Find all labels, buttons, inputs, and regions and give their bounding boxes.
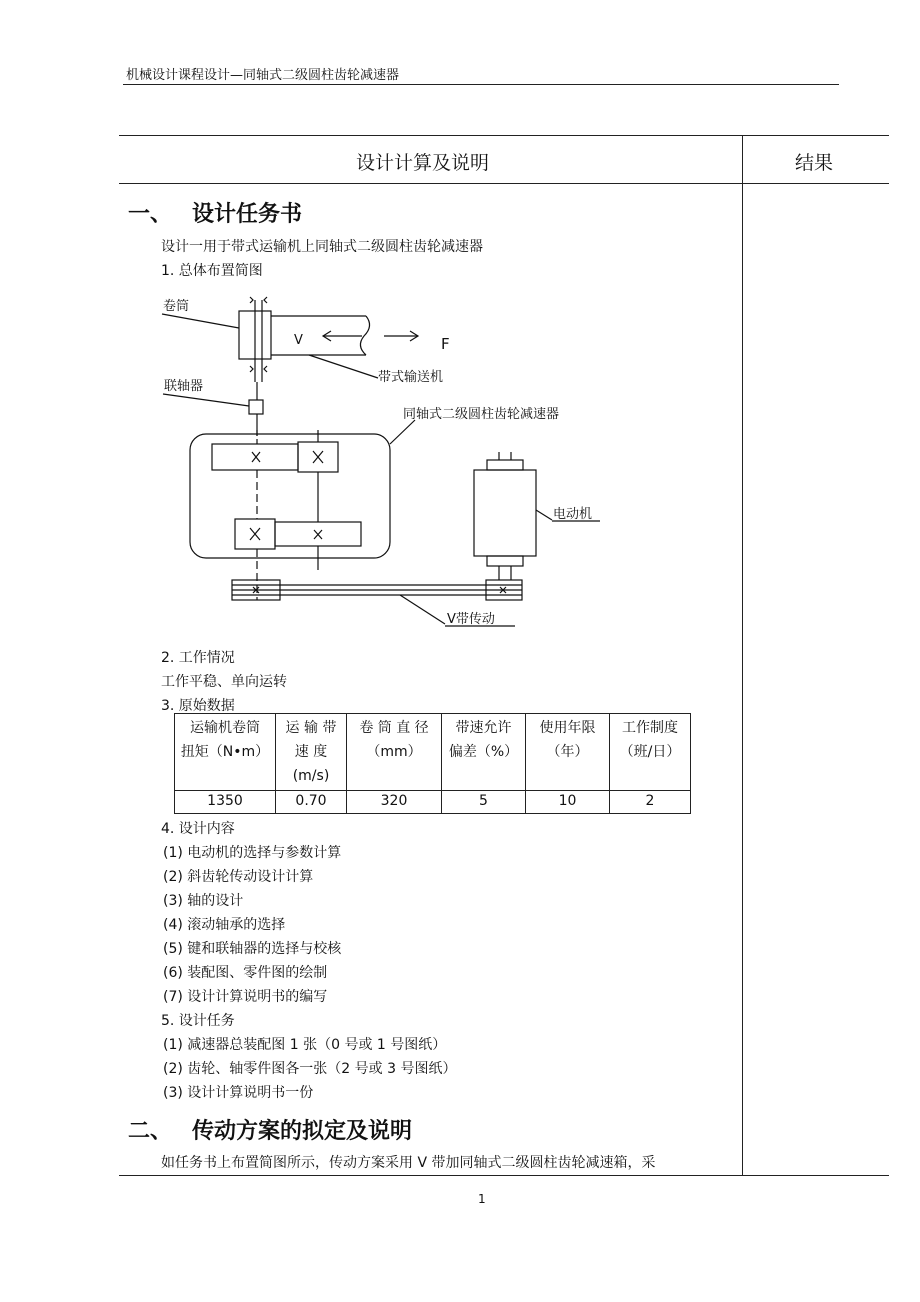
list-item: (6) 装配图、零件图的绘制	[163, 965, 328, 981]
label-reducer: 同轴式二级圆柱齿轮减速器	[403, 407, 560, 422]
table-bottom-border	[119, 1175, 889, 1176]
label-conveyor: 带式输送机	[378, 370, 444, 385]
header-title: 机械设计课程设计—同轴式二级圆柱齿轮减速器	[126, 68, 400, 83]
item4-heading: 4. 设计内容	[161, 821, 235, 837]
coupling-shape	[249, 400, 263, 414]
table-header-border	[119, 183, 889, 184]
section1-intro: 设计一用于带式运输机上同轴式二级圆柱齿轮减速器	[161, 239, 483, 255]
list-item: (3) 轴的设计	[163, 893, 244, 909]
table-header-cell: 运输机卷筒 扭矩（N•m）	[175, 714, 276, 791]
list-item: (1) 电动机的选择与参数计算	[163, 845, 342, 861]
list-item: (7) 设计计算说明书的编写	[163, 989, 328, 1005]
section2-text: 如任务书上布置简图所示，传动方案采用 V 带加同轴式二级圆柱齿轮减速箱，采	[161, 1155, 656, 1171]
item3-heading: 3. 原始数据	[161, 698, 235, 714]
work-condition: 工作平稳、单向运转	[161, 674, 287, 690]
label-v: V	[294, 333, 303, 348]
motor-shape	[474, 470, 536, 556]
reducer-housing	[190, 434, 390, 558]
table-cell: 2	[610, 791, 691, 814]
table-column-divider	[742, 135, 743, 1176]
table-cell: 10	[526, 791, 610, 814]
list-item: (4) 滚动轴承的选择	[163, 917, 286, 933]
table-header-cell: 带速允许 偏差（%）	[442, 714, 526, 791]
table-cell: 5	[442, 791, 526, 814]
layout-diagram	[150, 290, 600, 635]
table-header-cell: 运 输 带 速 度 (m/s)	[276, 714, 347, 791]
table-cell: 0.70	[276, 791, 347, 814]
label-motor: 电动机	[553, 507, 593, 522]
label-drum: 卷筒	[163, 299, 190, 314]
section2-number: 二、	[128, 1119, 173, 1144]
section1-title: 设计任务书	[192, 202, 303, 227]
table-header-cell: 工作制度 （班/日）	[610, 714, 691, 791]
list-item: (2) 斜齿轮传动设计计算	[163, 869, 314, 885]
table-cell: 320	[347, 791, 442, 814]
column-header-calc: 设计计算及说明	[356, 152, 490, 174]
item5-heading: 5. 设计任务	[161, 1013, 235, 1029]
list-item: (1) 减速器总装配图 1 张（0 号或 1 号图纸）	[163, 1037, 447, 1053]
section1-number: 一、	[128, 202, 173, 227]
label-coupling: 联轴器	[164, 379, 204, 394]
item2-heading: 2. 工作情况	[161, 650, 235, 666]
section2-title: 传动方案的拟定及说明	[192, 1119, 413, 1144]
label-v-belt: V带传动	[447, 612, 495, 627]
list-item: (3) 设计计算说明书一份	[163, 1085, 314, 1101]
label-f: F	[441, 335, 450, 353]
list-item: (5) 键和联轴器的选择与校核	[163, 941, 342, 957]
column-header-result: 结果	[795, 152, 834, 174]
raw-data-table	[174, 713, 691, 814]
table-header-cell: 卷 筒 直 径 （mm）	[347, 714, 442, 791]
page-number: 1	[478, 1192, 486, 1206]
table-cell: 1350	[175, 791, 276, 814]
table-top-border	[119, 135, 889, 136]
header-rule	[123, 84, 839, 85]
item1-heading: 1. 总体布置简图	[161, 263, 263, 279]
table-header-cell: 使用年限 （年）	[526, 714, 610, 791]
list-item: (2) 齿轮、轴零件图各一张（2 号或 3 号图纸）	[163, 1061, 457, 1077]
